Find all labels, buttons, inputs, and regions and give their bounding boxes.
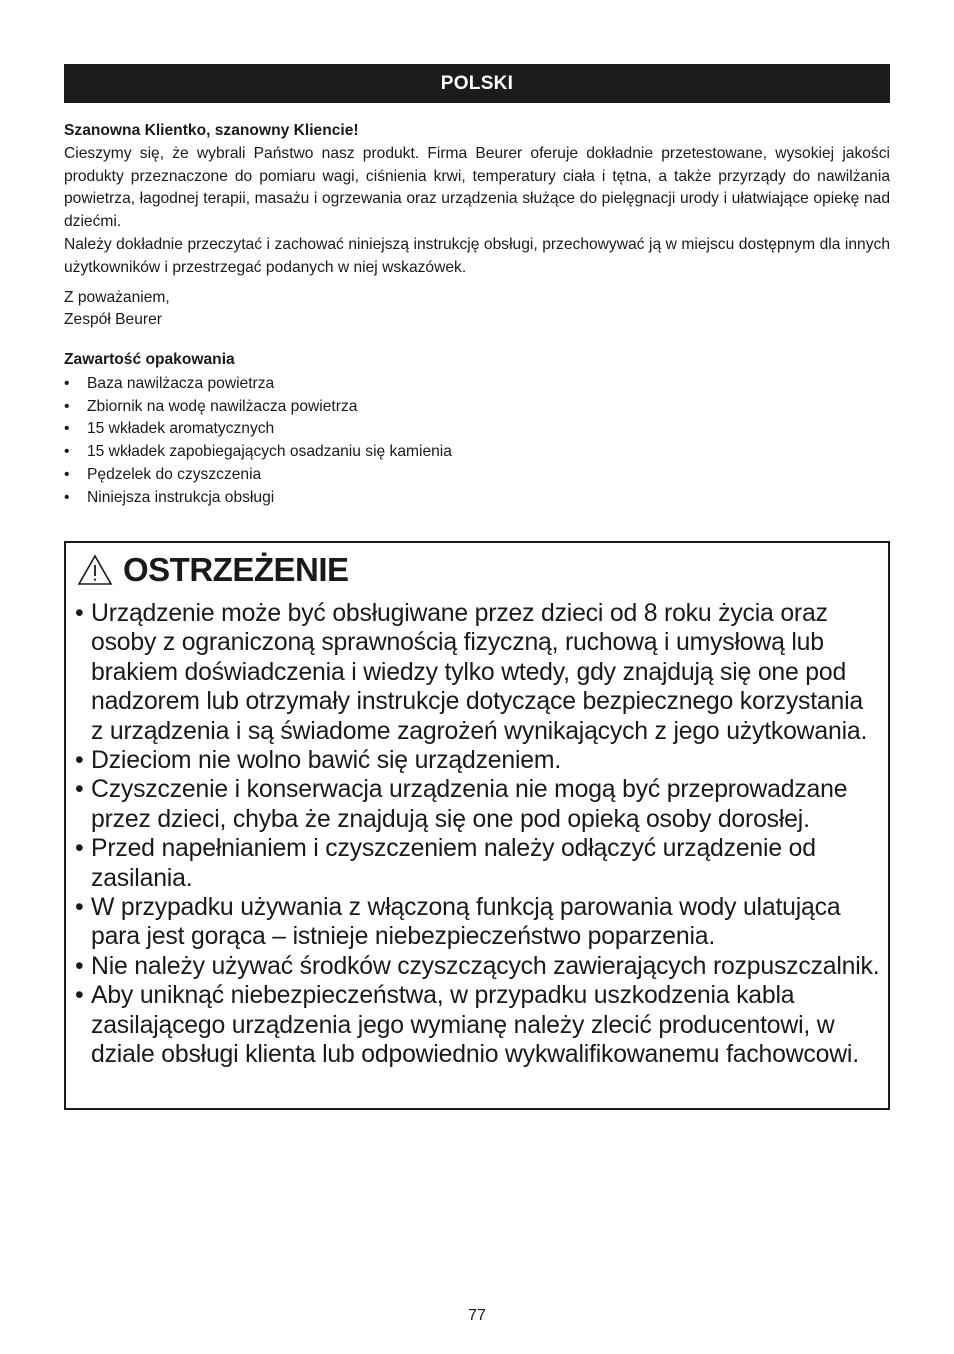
warning-item: • Nie należy używać środków czyszczących zawierających rozpuszczalnik. bbox=[75, 952, 881, 981]
intro-section bbox=[64, 120, 890, 332]
list-item: • Pędzelek do czyszczenia bbox=[64, 464, 890, 487]
signoff-line-1: Z poważaniem, bbox=[64, 288, 170, 306]
intro-paragraph-2: Należy dokładnie przeczytać i zachować niniejszą instrukcję obsługi, przechowywać ją w miejscu dostępnym dla innych użytkowników i przestrzegać podanych w niej wskazówek. bbox=[64, 235, 890, 276]
warning-item: • Urządzenie może być obsługiwane przez dzieci od 8 roku życia oraz osoby z ograniczoną sprawnością fizyczną, ruchową i umysłową lub brakiem doświadczenia i wiedzy tylko wtedy, gdy znajdują się one pod nadzorem lub otrzymały instrukcje dotyczące bezpiecznego korzystania z urządzenia i są świadome zagrożeń wynikających z jego użytkowania. bbox=[75, 599, 881, 746]
warning-item: • Czyszczenie i konserwacja urządzenia nie mogą być przeprowadzane przez dzieci, chyba że znajdują się one pod opieką osoby dorosłej. bbox=[75, 775, 881, 834]
greeting: Szanowna Klientko, szanowny Kliencie! bbox=[64, 122, 359, 139]
package-contents-list bbox=[64, 373, 890, 510]
warning-item: • Dzieciom nie wolno bawić się urządzeniem. bbox=[75, 746, 881, 775]
warning-item: • Przed napełnianiem i czyszczeniem należy odłączyć urządzenie od zasilania. bbox=[75, 834, 881, 893]
intro-paragraph-1: Cieszymy się, że wybrali Państwo nasz produkt. Firma Beurer oferuje dokładnie przetestowane, wysokiej jakości produkty przeznaczone do pomiaru wagi, ciśnienia krwi, temperatury ciała i tętna, a także przyrządy do nawilżania powietrza, łagodnej terapii, masażu i ogrzewania oraz urządzenia służące do pielęgnacji urody i ułatwiające opiekę nad dziećmi. bbox=[64, 144, 890, 231]
list-item: • Niniejsza instrukcja obsługi bbox=[64, 487, 890, 510]
warning-title: OSTRZEŻENIE bbox=[123, 551, 349, 588]
list-item: • Zbiornik na wodę nawilżacza powietrza bbox=[64, 396, 890, 419]
warning-item: • W przypadku używania z włączoną funkcją parowania wody ulatująca para jest gorąca – istnieje niebezpieczeństwo poparzenia. bbox=[75, 893, 881, 952]
warning-header bbox=[77, 551, 349, 589]
language-label: POLSKI bbox=[440, 72, 514, 94]
warning-list bbox=[75, 599, 881, 1070]
package-contents-section bbox=[64, 349, 890, 510]
page-number: 77 bbox=[468, 1307, 486, 1324]
list-item: • Baza nawilżacza powietrza bbox=[64, 373, 890, 396]
warning-item: • Aby uniknąć niebezpieczeństwa, w przypadku uszkodzenia kabla zasilającego urządzenia jego wymianę należy zlecić producentowi, w dziale obsługi klienta lub odpowiednio wykwalifikowanemu fachowcowi. bbox=[75, 981, 881, 1069]
list-item: • 15 wkładek aromatycznych bbox=[64, 418, 890, 441]
signoff-line-2: Zespół Beurer bbox=[64, 311, 162, 329]
list-item: • 15 wkładek zapobiegających osadzaniu się kamienia bbox=[64, 441, 890, 464]
warning-box bbox=[64, 541, 890, 1110]
package-contents-heading: Zawartość opakowania bbox=[64, 351, 235, 368]
language-header-bar bbox=[64, 64, 890, 103]
warning-triangle-icon bbox=[77, 554, 113, 586]
